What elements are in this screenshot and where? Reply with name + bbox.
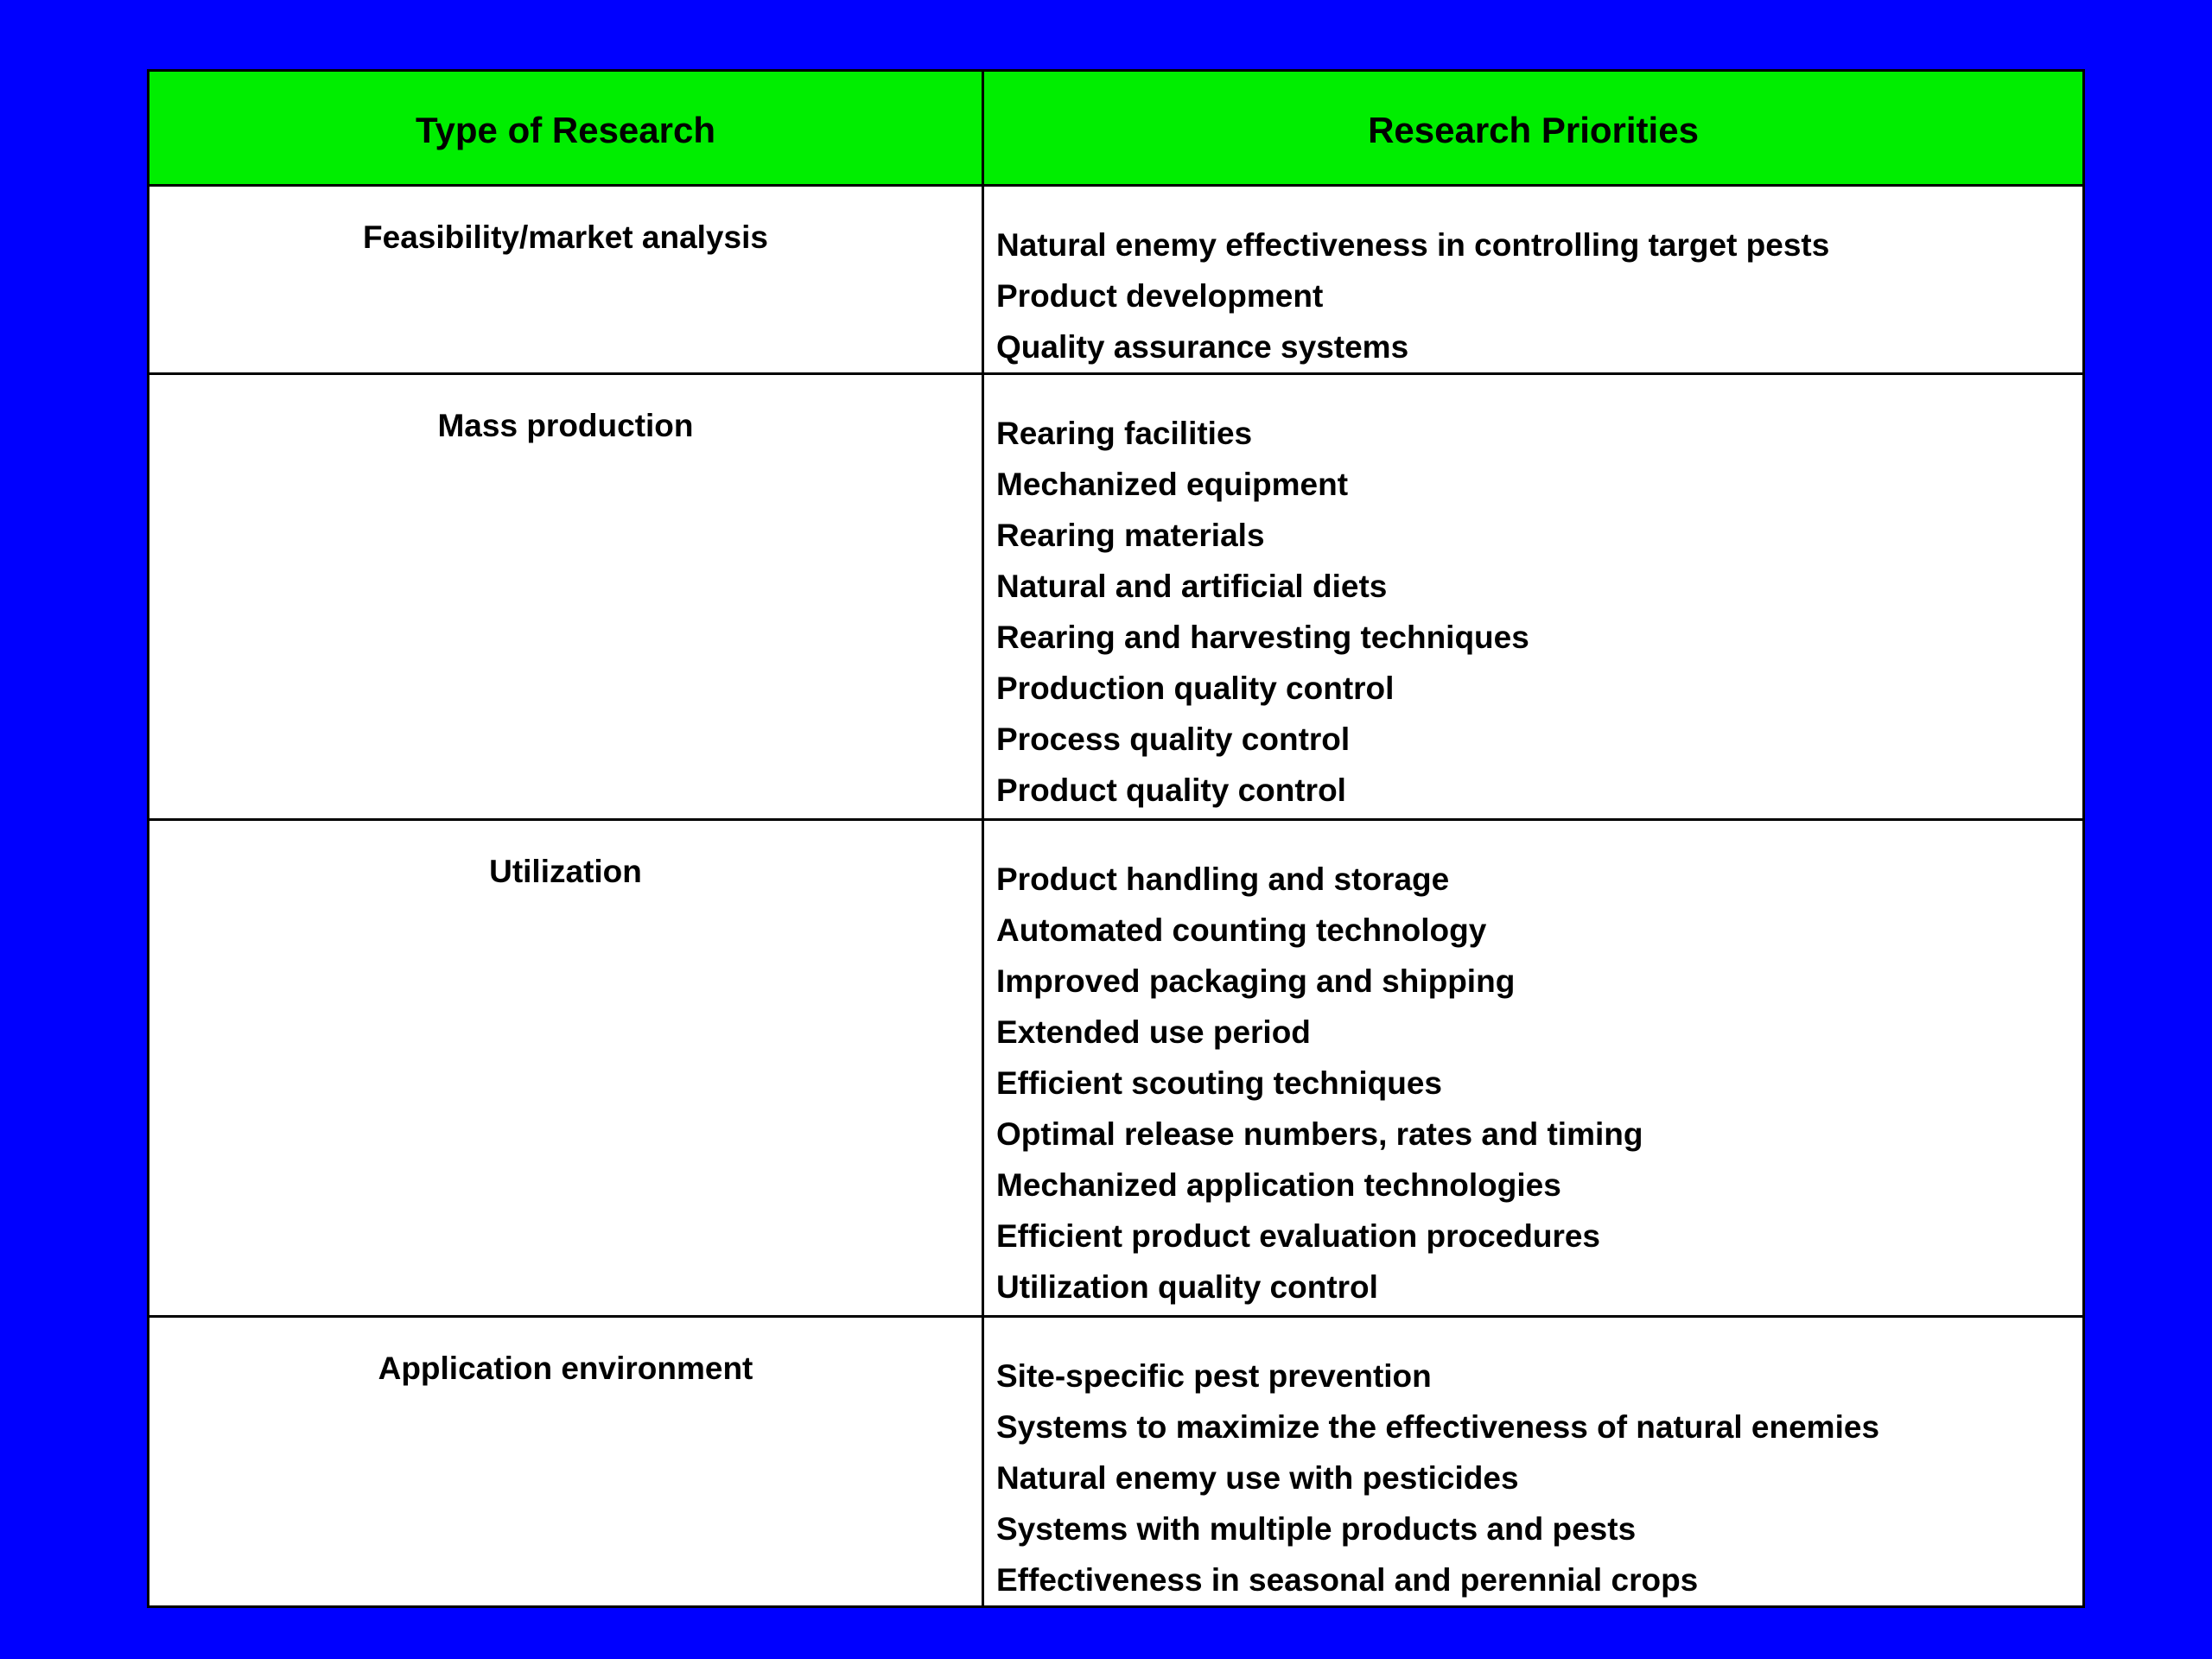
priority-item: Natural enemy effectiveness in controlling target pests — [996, 227, 1830, 263]
priorities-cell — [983, 374, 2084, 820]
research-type-cell: Utilization — [149, 820, 983, 1317]
priority-item: Product handling and storage — [996, 861, 1450, 897]
table-row — [149, 374, 2084, 820]
research-type-cell: Application environment — [149, 1317, 983, 1607]
priority-item: Product development — [996, 278, 1324, 314]
priority-list — [996, 1351, 2082, 1605]
priority-item: Extended use period — [996, 1014, 1311, 1050]
priority-item: Systems with multiple products and pests — [996, 1511, 1637, 1547]
priority-item: Efficient scouting techniques — [996, 1065, 1442, 1101]
priority-item: Rearing and harvesting techniques — [996, 620, 1529, 655]
priority-item: Efficient product evaluation procedures — [996, 1218, 1601, 1254]
priority-item: Site-specific pest prevention — [996, 1358, 1432, 1394]
table-row — [149, 186, 2084, 374]
priority-item: Product quality control — [996, 772, 1346, 808]
header-research-priorities: Research Priorities — [983, 71, 2084, 186]
priority-item: Improved packaging and shipping — [996, 963, 1516, 999]
priority-item: Natural and artificial diets — [996, 569, 1388, 604]
priority-item: Optimal release numbers, rates and timing — [996, 1116, 1643, 1152]
priority-item: Quality assurance systems — [996, 329, 1409, 365]
priority-item: Natural enemy use with pesticides — [996, 1460, 1519, 1496]
table-row — [149, 1317, 2084, 1607]
priority-item: Process quality control — [996, 721, 1351, 757]
priority-list — [996, 219, 2082, 372]
priorities-cell — [983, 1317, 2084, 1607]
research-priorities-table — [147, 69, 2085, 1608]
priority-item: Utilization quality control — [996, 1269, 1378, 1305]
priority-item: Production quality control — [996, 671, 1395, 706]
header-row — [149, 71, 2084, 186]
table-row — [149, 820, 2084, 1317]
priority-item: Automated counting technology — [996, 912, 1487, 948]
research-type-cell: Feasibility/market analysis — [149, 186, 983, 374]
priorities-cell — [983, 186, 2084, 374]
priority-list — [996, 408, 2082, 816]
research-type-cell: Mass production — [149, 374, 983, 820]
priorities-cell — [983, 820, 2084, 1317]
priority-item: Mechanized equipment — [996, 467, 1349, 502]
priority-item: Rearing facilities — [996, 416, 1253, 451]
priority-item: Mechanized application technologies — [996, 1167, 1561, 1203]
priority-item: Systems to maximize the effectiveness of natural enemies — [996, 1409, 1880, 1445]
priority-item: Rearing materials — [996, 518, 1265, 553]
priority-list — [996, 854, 2082, 1313]
priority-item: Effectiveness in seasonal and perennial crops — [996, 1562, 1699, 1598]
header-type-of-research: Type of Research — [149, 71, 983, 186]
